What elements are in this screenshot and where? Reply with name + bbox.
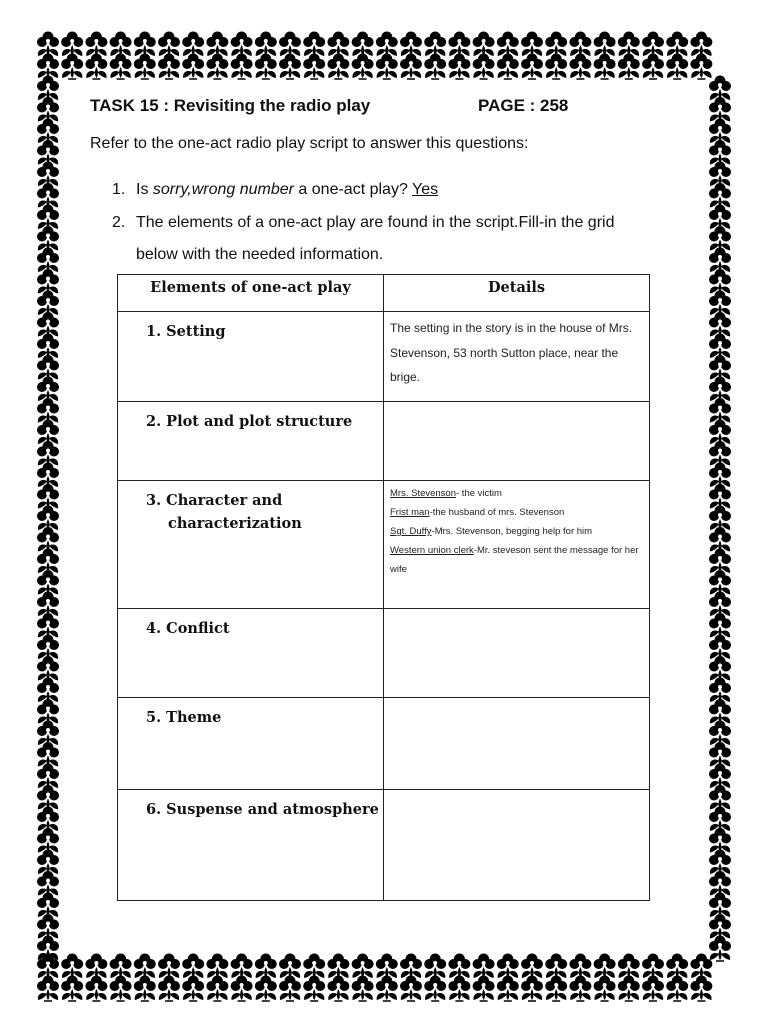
table-row bbox=[118, 312, 650, 402]
flower-ornament-icon bbox=[61, 976, 83, 1002]
flower-ornament-icon bbox=[497, 976, 519, 1002]
flower-ornament-icon bbox=[618, 32, 640, 58]
flower-ornament-icon bbox=[666, 954, 688, 980]
element-label: 4. Conflict bbox=[118, 609, 384, 698]
flower-ornament-icon bbox=[352, 32, 374, 58]
flower-ornament-icon bbox=[37, 936, 59, 962]
flower-ornament-icon bbox=[206, 54, 228, 80]
element-label: 3. Character and characterization bbox=[118, 481, 384, 609]
flower-ornament-icon bbox=[303, 54, 325, 80]
flower-ornament-icon bbox=[642, 32, 664, 58]
flower-ornament-icon bbox=[279, 976, 301, 1002]
instructions: Refer to the one-act radio play script to answer this questions: bbox=[90, 135, 529, 152]
flower-ornament-icon bbox=[497, 954, 519, 980]
flower-ornament-icon bbox=[231, 954, 253, 980]
flower-ornament-icon bbox=[85, 954, 107, 980]
header-elements: Elements of one-act play bbox=[118, 275, 384, 312]
flower-ornament-icon bbox=[327, 976, 349, 1002]
flower-ornament-icon bbox=[618, 54, 640, 80]
flower-ornament-icon bbox=[85, 54, 107, 80]
flower-ornament-icon bbox=[61, 954, 83, 980]
flower-ornament-icon bbox=[690, 32, 712, 58]
flower-ornament-icon bbox=[134, 54, 156, 80]
flower-ornament-icon bbox=[37, 32, 59, 58]
flower-ornament-icon bbox=[424, 32, 446, 58]
question-number: 2. bbox=[112, 214, 126, 231]
flower-ornament-icon bbox=[594, 954, 616, 980]
flower-ornament-icon bbox=[400, 32, 422, 58]
flower-ornament-icon bbox=[182, 976, 204, 1002]
question-text: Is bbox=[136, 181, 153, 198]
flower-ornament-icon bbox=[110, 976, 132, 1002]
flower-ornament-icon bbox=[709, 936, 731, 962]
flower-ornament-icon bbox=[376, 32, 398, 58]
flower-ornament-icon bbox=[448, 54, 470, 80]
flower-ornament-icon bbox=[545, 54, 567, 80]
flower-ornament-icon bbox=[448, 954, 470, 980]
flower-ornament-icon bbox=[521, 954, 543, 980]
flower-ornament-icon bbox=[110, 32, 132, 58]
flower-ornament-icon bbox=[424, 976, 446, 1002]
element-label: 6. Suspense and atmosphere bbox=[118, 790, 384, 901]
details-cell bbox=[384, 790, 650, 901]
flower-ornament-icon bbox=[255, 954, 277, 980]
flower-ornament-icon bbox=[569, 976, 591, 1002]
answer: Yes bbox=[412, 181, 439, 198]
flower-ornament-icon bbox=[85, 32, 107, 58]
flower-ornament-icon bbox=[594, 54, 616, 80]
flower-ornament-icon bbox=[569, 54, 591, 80]
flower-ornament-icon bbox=[231, 976, 253, 1002]
flower-ornament-icon bbox=[618, 954, 640, 980]
table-row bbox=[118, 481, 650, 609]
flower-ornament-icon bbox=[376, 976, 398, 1002]
flower-ornament-icon bbox=[206, 32, 228, 58]
flower-ornament-icon bbox=[400, 954, 422, 980]
table-row bbox=[118, 698, 650, 790]
flower-ornament-icon bbox=[521, 54, 543, 80]
element-label: 2. Plot and plot structure bbox=[118, 402, 384, 481]
character-line: Frist man-the husband of mrs. Stevenson bbox=[390, 507, 565, 518]
flower-ornament-icon bbox=[158, 976, 180, 1002]
flower-ornament-icon bbox=[594, 976, 616, 1002]
elements-grid bbox=[117, 274, 650, 901]
flower-ornament-icon bbox=[473, 54, 495, 80]
flower-ornament-icon bbox=[279, 54, 301, 80]
flower-ornament-icon bbox=[424, 54, 446, 80]
flower-ornament-icon bbox=[61, 54, 83, 80]
flower-ornament-icon bbox=[327, 54, 349, 80]
details-cell bbox=[384, 481, 650, 609]
flower-ornament-icon bbox=[376, 954, 398, 980]
header-details: Details bbox=[384, 275, 650, 312]
flower-ornament-icon bbox=[545, 976, 567, 1002]
flower-ornament-icon bbox=[231, 54, 253, 80]
flower-ornament-icon bbox=[182, 54, 204, 80]
flower-ornament-icon bbox=[158, 54, 180, 80]
flower-ornament-icon bbox=[473, 954, 495, 980]
flower-ornament-icon bbox=[545, 32, 567, 58]
flower-ornament-icon bbox=[666, 32, 688, 58]
flower-ornament-icon bbox=[545, 954, 567, 980]
flower-ornament-icon bbox=[690, 54, 712, 80]
flower-ornament-icon bbox=[134, 976, 156, 1002]
element-label: 1. Setting bbox=[118, 312, 384, 402]
character-line: Sgt. Duffy-Mrs. Stevenson, begging help for him bbox=[390, 526, 593, 537]
flower-ornament-icon bbox=[352, 976, 374, 1002]
task-title: TASK 15 : Revisiting the radio play bbox=[90, 96, 371, 115]
flower-ornament-icon bbox=[448, 976, 470, 1002]
flower-ornament-icon bbox=[158, 954, 180, 980]
flower-ornament-icon bbox=[206, 954, 228, 980]
flower-ornament-icon bbox=[618, 976, 640, 1002]
flower-ornament-icon bbox=[110, 54, 132, 80]
flower-ornament-icon bbox=[569, 954, 591, 980]
element-label: 5. Theme bbox=[118, 698, 384, 790]
flower-ornament-icon bbox=[134, 954, 156, 980]
question-2 bbox=[112, 207, 672, 271]
flower-ornament-icon bbox=[37, 54, 59, 80]
flower-ornament-icon bbox=[594, 32, 616, 58]
flower-ornament-icon bbox=[352, 54, 374, 80]
flower-ornament-icon bbox=[279, 32, 301, 58]
page-label: PAGE : 258 bbox=[478, 96, 569, 115]
question-text-line1: The elements of a one-act play are found in the script.Fill-in the grid bbox=[136, 214, 615, 231]
flower-ornament-icon bbox=[352, 954, 374, 980]
flower-ornament-icon bbox=[569, 32, 591, 58]
flower-ornament-icon bbox=[279, 954, 301, 980]
flower-ornament-icon bbox=[473, 976, 495, 1002]
flower-ornament-icon bbox=[303, 954, 325, 980]
flower-ornament-icon bbox=[521, 976, 543, 1002]
flower-ornament-icon bbox=[642, 976, 664, 1002]
table-row bbox=[118, 609, 650, 698]
details-cell bbox=[384, 402, 650, 481]
flower-ornament-icon bbox=[521, 32, 543, 58]
flower-ornament-icon bbox=[327, 32, 349, 58]
flower-ornament-icon bbox=[497, 32, 519, 58]
details-cell: The setting in the story is in the house of Mrs. Stevenson, 53 north Sutton place, near the brige. bbox=[384, 312, 650, 402]
flower-ornament-icon bbox=[690, 976, 712, 1002]
flower-ornament-icon bbox=[642, 954, 664, 980]
flower-ornament-icon bbox=[231, 32, 253, 58]
flower-ornament-icon bbox=[255, 54, 277, 80]
flower-ornament-icon bbox=[206, 976, 228, 1002]
flower-ornament-icon bbox=[690, 954, 712, 980]
flower-ornament-icon bbox=[134, 32, 156, 58]
details-cell bbox=[384, 698, 650, 790]
flower-ornament-icon bbox=[497, 54, 519, 80]
flower-ornament-icon bbox=[400, 976, 422, 1002]
flower-ornament-icon bbox=[473, 32, 495, 58]
flower-ornament-icon bbox=[110, 954, 132, 980]
character-line: Western union clerk-Mr. steveson sent the message for her wife bbox=[390, 545, 639, 575]
flower-ornament-icon bbox=[37, 976, 59, 1002]
question-number: 1. bbox=[112, 181, 126, 198]
flower-ornament-icon bbox=[666, 54, 688, 80]
flower-ornament-icon bbox=[61, 32, 83, 58]
flower-ornament-icon bbox=[642, 54, 664, 80]
flower-ornament-icon bbox=[255, 976, 277, 1002]
question-text-line2: below with the needed information. bbox=[136, 246, 384, 263]
flower-ornament-icon bbox=[182, 954, 204, 980]
flower-ornament-icon bbox=[255, 32, 277, 58]
character-line: Mrs. Stevenson- the victim bbox=[390, 488, 502, 499]
flower-ornament-icon bbox=[448, 32, 470, 58]
flower-ornament-icon bbox=[158, 32, 180, 58]
flower-ornament-icon bbox=[400, 54, 422, 80]
flower-ornament-icon bbox=[303, 976, 325, 1002]
flower-ornament-icon bbox=[666, 976, 688, 1002]
table-row bbox=[118, 402, 650, 481]
question-1 bbox=[112, 174, 438, 206]
question-text-cont: a one-act play? bbox=[293, 181, 412, 198]
play-title: sorry,wrong number bbox=[152, 181, 294, 198]
flower-ornament-icon bbox=[327, 954, 349, 980]
details-cell bbox=[384, 609, 650, 698]
flower-ornament-icon bbox=[303, 32, 325, 58]
flower-ornament-icon bbox=[424, 954, 446, 980]
table-row bbox=[118, 790, 650, 901]
flower-ornament-icon bbox=[376, 54, 398, 80]
flower-ornament-icon bbox=[182, 32, 204, 58]
flower-ornament-icon bbox=[85, 976, 107, 1002]
